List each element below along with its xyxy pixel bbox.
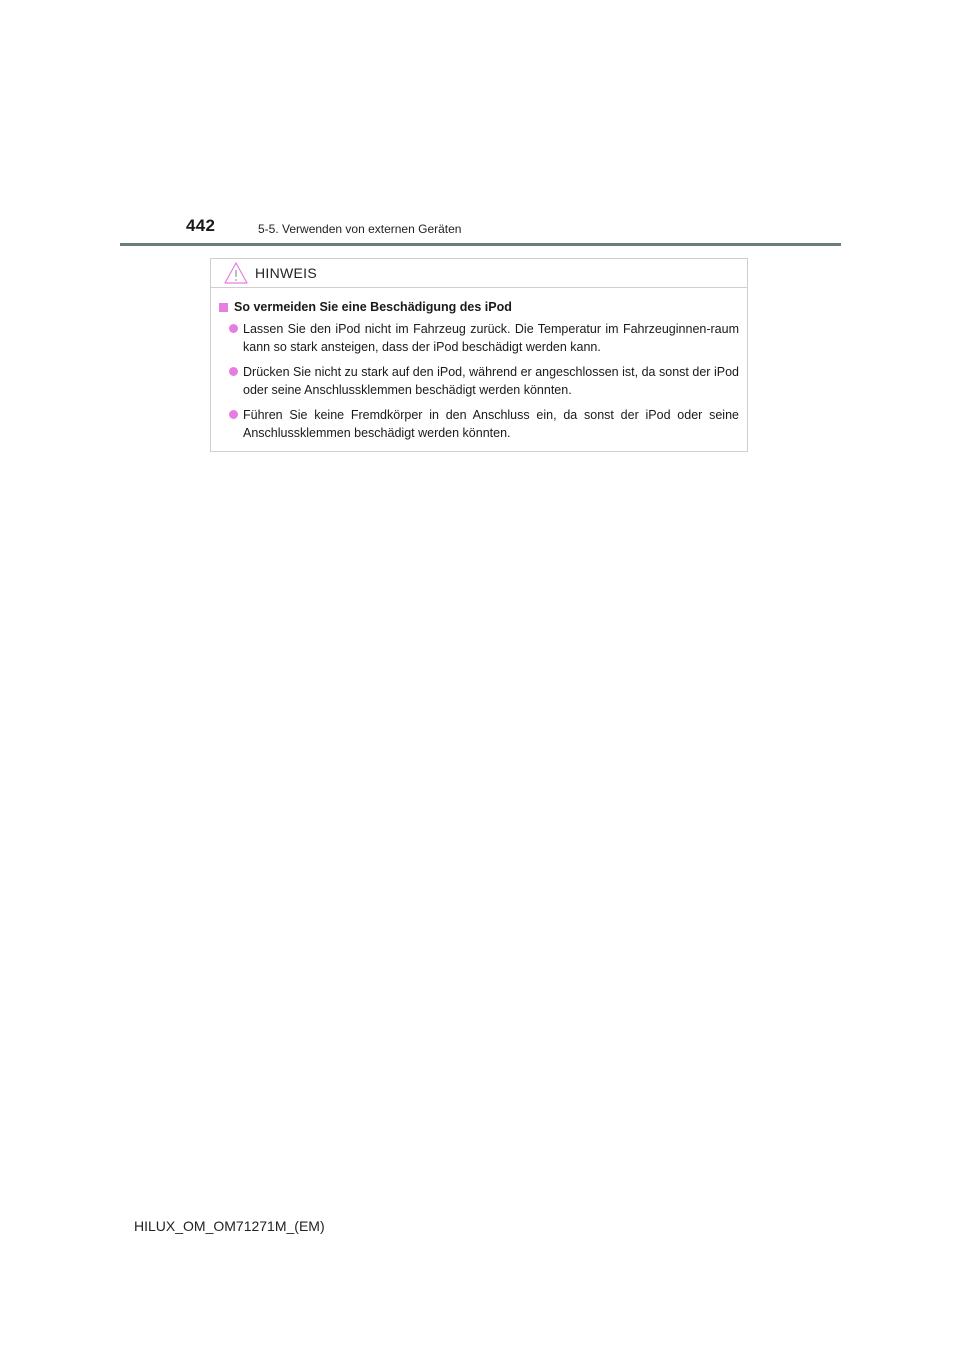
list-item: [219, 406, 739, 442]
header-divider: [120, 243, 841, 246]
notice-topic: [219, 300, 739, 314]
square-bullet-icon: [219, 303, 228, 312]
list-item-text: Drücken Sie nicht zu stark auf den iPod, während er angeschlossen ist, da sonst der iPod oder seine Anschlussklemmen beschädigt werden könnten.: [243, 365, 739, 397]
list-item: [219, 363, 739, 399]
notice-title: HINWEIS: [255, 265, 317, 281]
dot-bullet-icon: [229, 324, 238, 333]
notice-header: [211, 259, 747, 288]
list-item-text: Lassen Sie den iPod nicht im Fahrzeug zurück. Die Temperatur im Fahrzeuginnen-raum kann so stark ansteigen, dass der iPod beschädigt werden kann.: [243, 322, 739, 354]
warning-triangle-icon: [223, 261, 249, 285]
dot-bullet-icon: [229, 367, 238, 376]
page-number: 442: [186, 216, 216, 235]
notice-box: [210, 258, 748, 452]
section-title: 5-5. Verwenden von externen Geräten: [258, 222, 462, 236]
list-item: [219, 320, 739, 356]
document-code: HILUX_OM_OM71271M_(EM): [134, 1218, 325, 1234]
notice-body: [211, 288, 747, 442]
notice-topic-text: So vermeiden Sie eine Beschädigung des iPod: [234, 300, 512, 314]
dot-bullet-icon: [229, 410, 238, 419]
list-item-text: Führen Sie keine Fremdkörper in den Anschluss ein, da sonst der iPod oder seine Anschlussklemmen beschädigt werden könnten.: [243, 408, 739, 440]
